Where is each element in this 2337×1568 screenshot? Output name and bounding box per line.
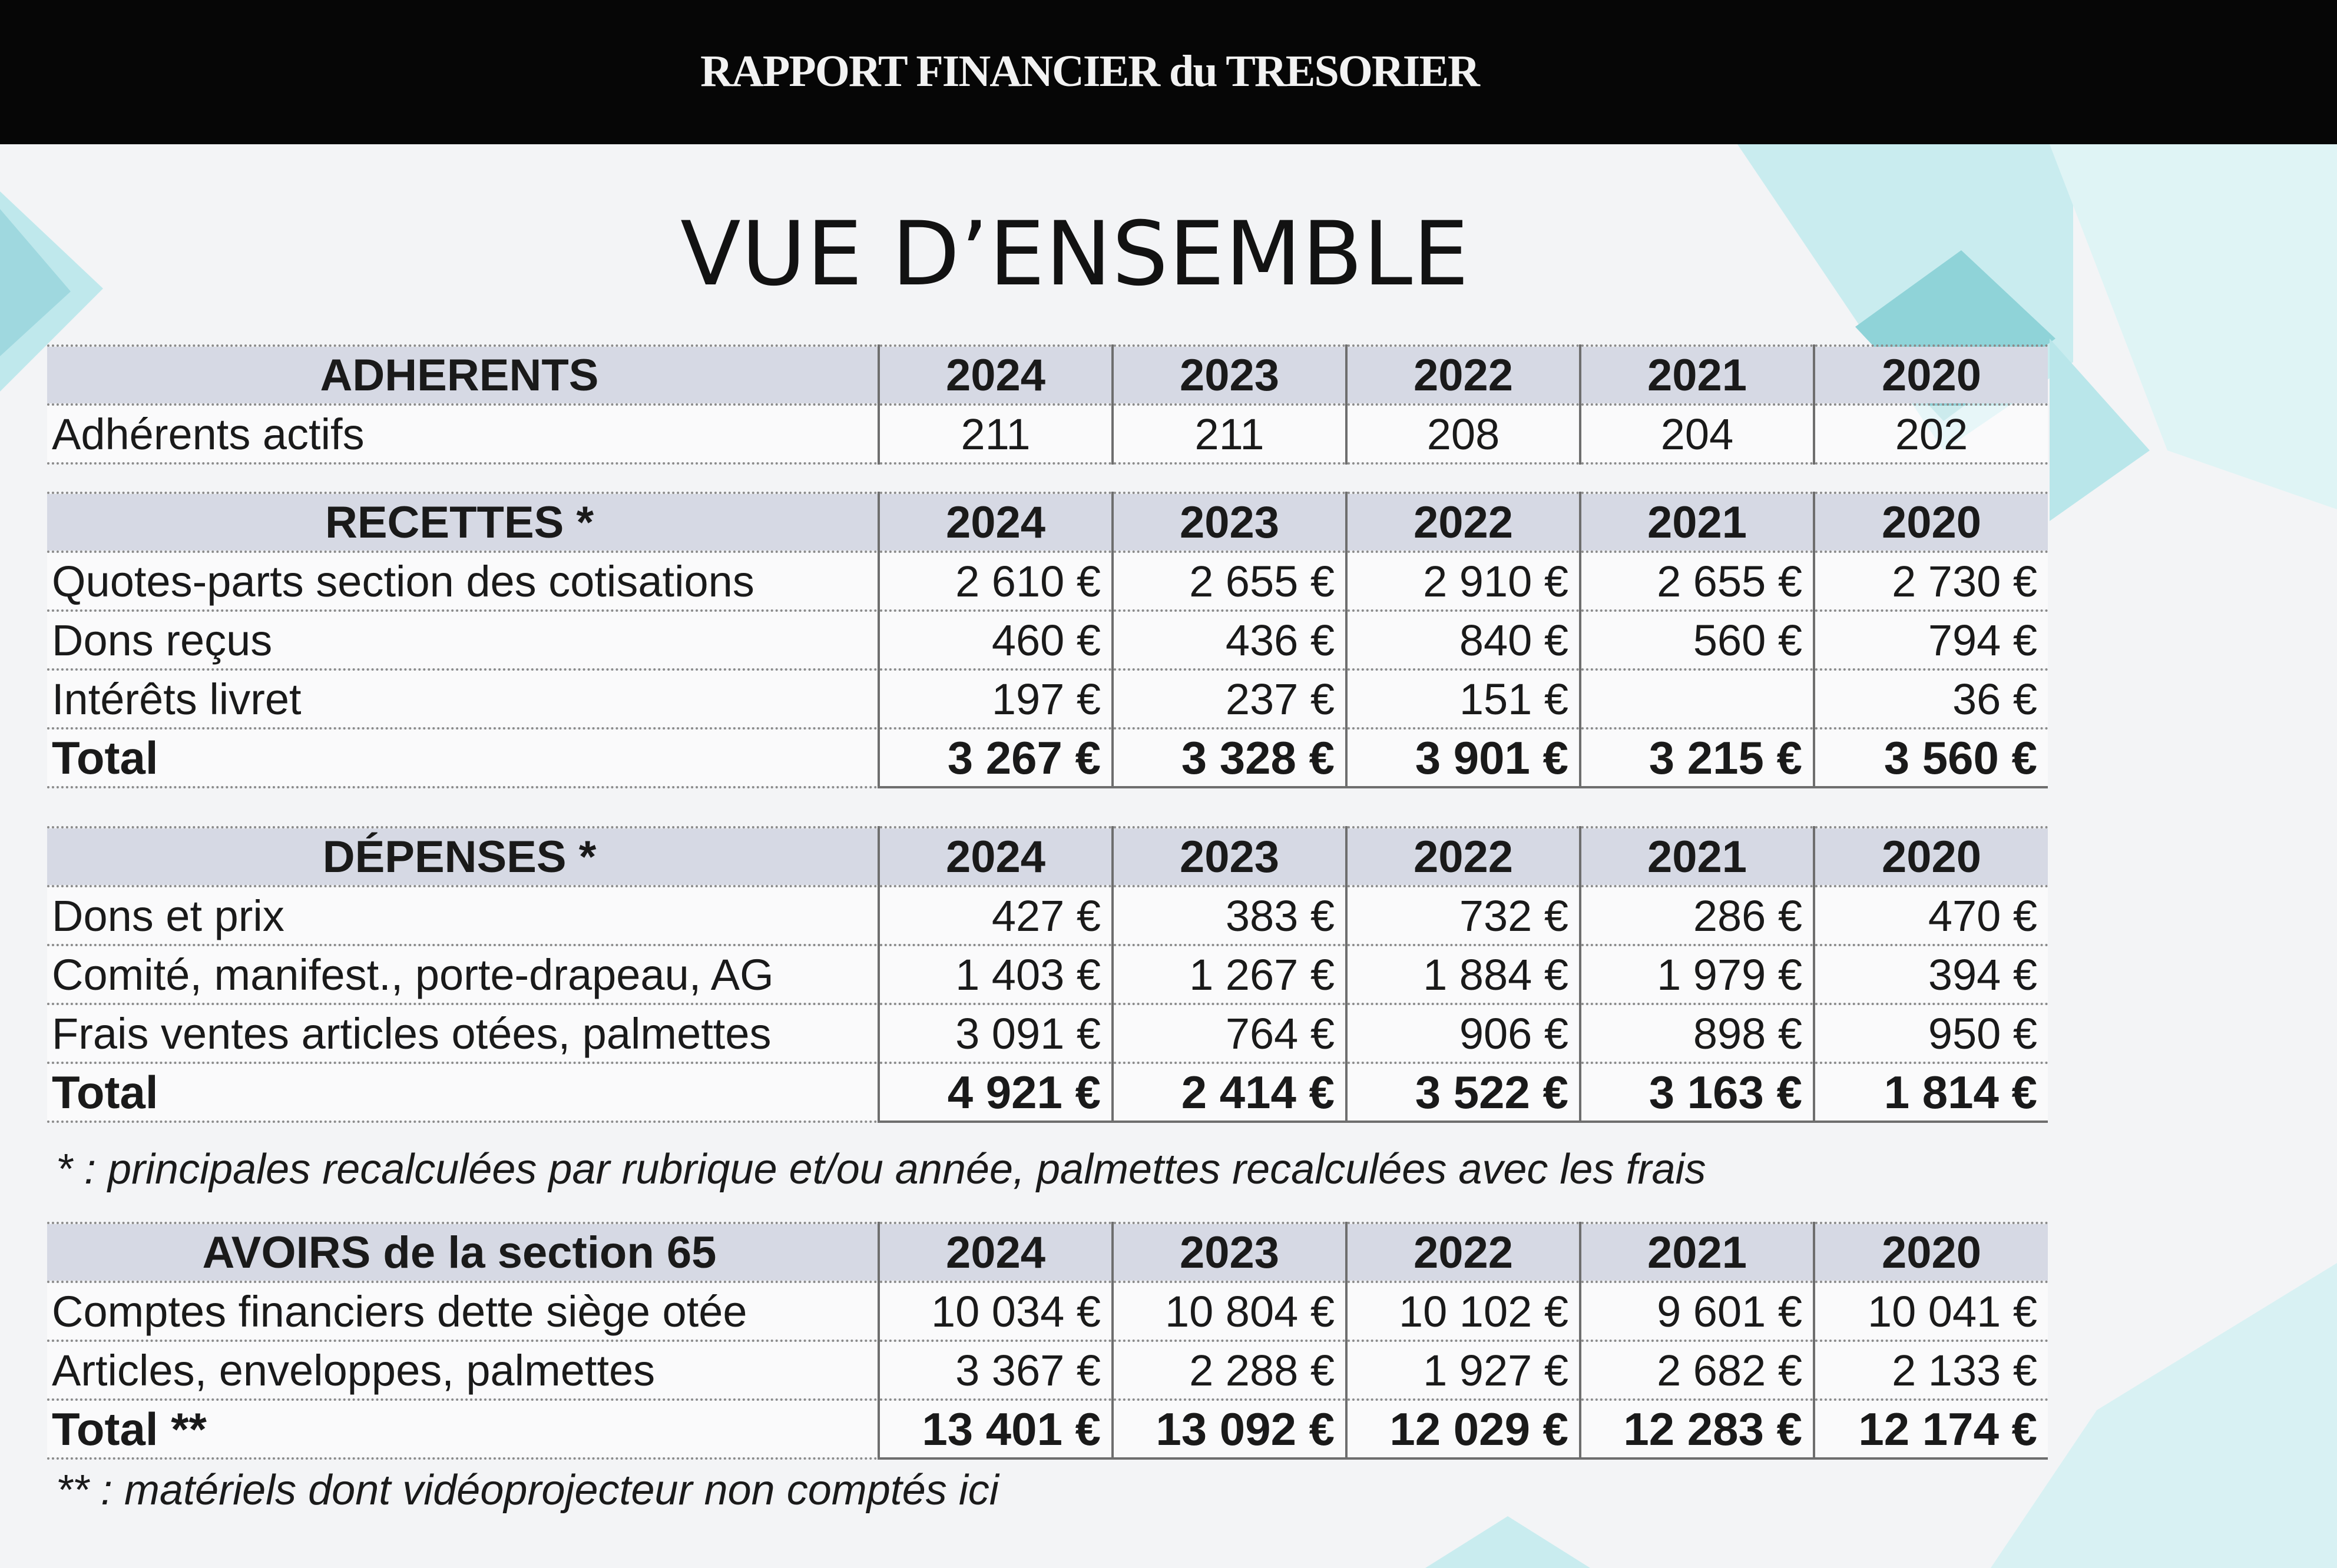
value-cell xyxy=(1580,669,1814,728)
total-cell: 3 215 € xyxy=(1580,728,1814,787)
report-title: RAPPORT FINANCIER du TRESORIER xyxy=(700,47,1479,96)
value-cell: 2 288 € xyxy=(1113,1341,1346,1400)
total-cell: 1 814 € xyxy=(1814,1063,2048,1122)
table-header-row xyxy=(47,346,2048,405)
value-cell: 2 655 € xyxy=(1580,552,1814,611)
value-cell: 211 xyxy=(1113,405,1346,463)
recettes-table xyxy=(47,492,2048,788)
total-cell: 3 163 € xyxy=(1580,1063,1814,1122)
year-header: 2024 xyxy=(879,346,1113,405)
table-header-row xyxy=(47,827,2048,886)
value-cell: 2 610 € xyxy=(879,552,1113,611)
value-cell: 1 403 € xyxy=(879,945,1113,1004)
total-cell: 2 414 € xyxy=(1113,1063,1346,1122)
total-row xyxy=(47,1063,2048,1122)
value-cell: 10 034 € xyxy=(879,1282,1113,1341)
year-header: 2020 xyxy=(1814,827,2048,886)
row-label: Comité, manifest., porte-drapeau, AG xyxy=(47,945,879,1004)
top-banner xyxy=(0,0,2337,144)
year-header: 2023 xyxy=(1113,346,1346,405)
value-cell: 906 € xyxy=(1346,1004,1580,1063)
year-header: 2020 xyxy=(1814,346,2048,405)
table-row xyxy=(47,1004,2048,1063)
row-label: Articles, enveloppes, palmettes xyxy=(47,1341,879,1400)
value-cell: 470 € xyxy=(1814,886,2048,945)
year-header: 2022 xyxy=(1346,1223,1580,1282)
footnote-recettes-depenses: * : principales recalculées par rubrique et/ou année, palmettes recalculées avec les frais xyxy=(56,1146,1706,1193)
table-row xyxy=(47,552,2048,611)
depenses-table xyxy=(47,826,2048,1123)
total-cell: 3 328 € xyxy=(1113,728,1346,787)
table-row xyxy=(47,611,2048,669)
value-cell: 10 041 € xyxy=(1814,1282,2048,1341)
slide-heading: VUE D’ENSEMBLE xyxy=(680,203,1469,306)
row-label: Intérêts livret xyxy=(47,669,879,728)
deco-right-mid-shape xyxy=(2050,339,2150,521)
year-header: 2023 xyxy=(1113,493,1346,552)
value-cell: 1 884 € xyxy=(1346,945,1580,1004)
section-label: AVOIRS de la section 65 xyxy=(47,1223,879,1282)
deco-bottom-small-shape xyxy=(1425,1516,1590,1568)
adherents-table xyxy=(47,344,2048,465)
year-header: 2021 xyxy=(1580,346,1814,405)
row-label: Comptes financiers dette siège otée xyxy=(47,1282,879,1341)
year-header: 2022 xyxy=(1346,827,1580,886)
value-cell: 383 € xyxy=(1113,886,1346,945)
value-cell: 764 € xyxy=(1113,1004,1346,1063)
section-label: DÉPENSES * xyxy=(47,827,879,886)
year-header: 2024 xyxy=(879,493,1113,552)
year-header: 2022 xyxy=(1346,346,1580,405)
table-header-row xyxy=(47,1223,2048,1282)
value-cell: 286 € xyxy=(1580,886,1814,945)
value-cell: 2 730 € xyxy=(1814,552,2048,611)
value-cell: 840 € xyxy=(1346,611,1580,669)
row-label: Total xyxy=(47,728,879,787)
value-cell: 2 133 € xyxy=(1814,1341,2048,1400)
value-cell: 2 655 € xyxy=(1113,552,1346,611)
total-cell: 3 901 € xyxy=(1346,728,1580,787)
value-cell: 794 € xyxy=(1814,611,2048,669)
total-cell: 3 267 € xyxy=(879,728,1113,787)
total-cell: 13 092 € xyxy=(1113,1400,1346,1458)
value-cell: 9 601 € xyxy=(1580,1282,1814,1341)
year-header: 2023 xyxy=(1113,827,1346,886)
year-header: 2021 xyxy=(1580,827,1814,886)
value-cell: 950 € xyxy=(1814,1004,2048,1063)
value-cell: 10 102 € xyxy=(1346,1282,1580,1341)
value-cell: 394 € xyxy=(1814,945,2048,1004)
row-label: Dons reçus xyxy=(47,611,879,669)
value-cell: 237 € xyxy=(1113,669,1346,728)
table-row xyxy=(47,886,2048,945)
value-cell: 427 € xyxy=(879,886,1113,945)
table-row xyxy=(47,945,2048,1004)
total-row xyxy=(47,728,2048,787)
avoirs-table xyxy=(47,1222,2048,1460)
section-label: ADHERENTS xyxy=(47,346,879,405)
value-cell: 3 091 € xyxy=(879,1004,1113,1063)
year-header: 2024 xyxy=(879,1223,1113,1282)
total-cell: 4 921 € xyxy=(879,1063,1113,1122)
total-cell: 12 174 € xyxy=(1814,1400,2048,1458)
value-cell: 202 xyxy=(1814,405,2048,463)
value-cell: 151 € xyxy=(1346,669,1580,728)
value-cell: 1 267 € xyxy=(1113,945,1346,1004)
value-cell: 732 € xyxy=(1346,886,1580,945)
row-label: Total ** xyxy=(47,1400,879,1458)
total-cell: 3 560 € xyxy=(1814,728,2048,787)
year-header: 2021 xyxy=(1580,1223,1814,1282)
value-cell: 197 € xyxy=(879,669,1113,728)
table-row xyxy=(47,1282,2048,1341)
value-cell: 36 € xyxy=(1814,669,2048,728)
value-cell: 436 € xyxy=(1113,611,1346,669)
value-cell: 204 xyxy=(1580,405,1814,463)
value-cell: 460 € xyxy=(879,611,1113,669)
slide xyxy=(0,144,2337,1568)
value-cell: 560 € xyxy=(1580,611,1814,669)
row-label: Dons et prix xyxy=(47,886,879,945)
table-row xyxy=(47,405,2048,463)
table-header-row xyxy=(47,493,2048,552)
value-cell: 1 979 € xyxy=(1580,945,1814,1004)
total-row xyxy=(47,1400,2048,1458)
value-cell: 2 910 € xyxy=(1346,552,1580,611)
value-cell: 10 804 € xyxy=(1113,1282,1346,1341)
year-header: 2023 xyxy=(1113,1223,1346,1282)
total-cell: 13 401 € xyxy=(879,1400,1113,1458)
section-label: RECETTES * xyxy=(47,493,879,552)
value-cell: 208 xyxy=(1346,405,1580,463)
table-row xyxy=(47,669,2048,728)
year-header: 2022 xyxy=(1346,493,1580,552)
year-header: 2020 xyxy=(1814,1223,2048,1282)
total-cell: 12 029 € xyxy=(1346,1400,1580,1458)
value-cell: 211 xyxy=(879,405,1113,463)
year-header: 2024 xyxy=(879,827,1113,886)
row-label: Frais ventes articles otées, palmettes xyxy=(47,1004,879,1063)
value-cell: 2 682 € xyxy=(1580,1341,1814,1400)
value-cell: 898 € xyxy=(1580,1004,1814,1063)
table-row xyxy=(47,1341,2048,1400)
row-label: Quotes-parts section des cotisations xyxy=(47,552,879,611)
year-header: 2021 xyxy=(1580,493,1814,552)
row-label: Total xyxy=(47,1063,879,1122)
total-cell: 3 522 € xyxy=(1346,1063,1580,1122)
footnote-materiels: ** : matériels dont vidéoprojecteur non comptés ici xyxy=(56,1467,999,1514)
value-cell: 3 367 € xyxy=(879,1341,1113,1400)
total-cell: 12 283 € xyxy=(1580,1400,1814,1458)
row-label: Adhérents actifs xyxy=(47,405,879,463)
value-cell: 1 927 € xyxy=(1346,1341,1580,1400)
year-header: 2020 xyxy=(1814,493,2048,552)
